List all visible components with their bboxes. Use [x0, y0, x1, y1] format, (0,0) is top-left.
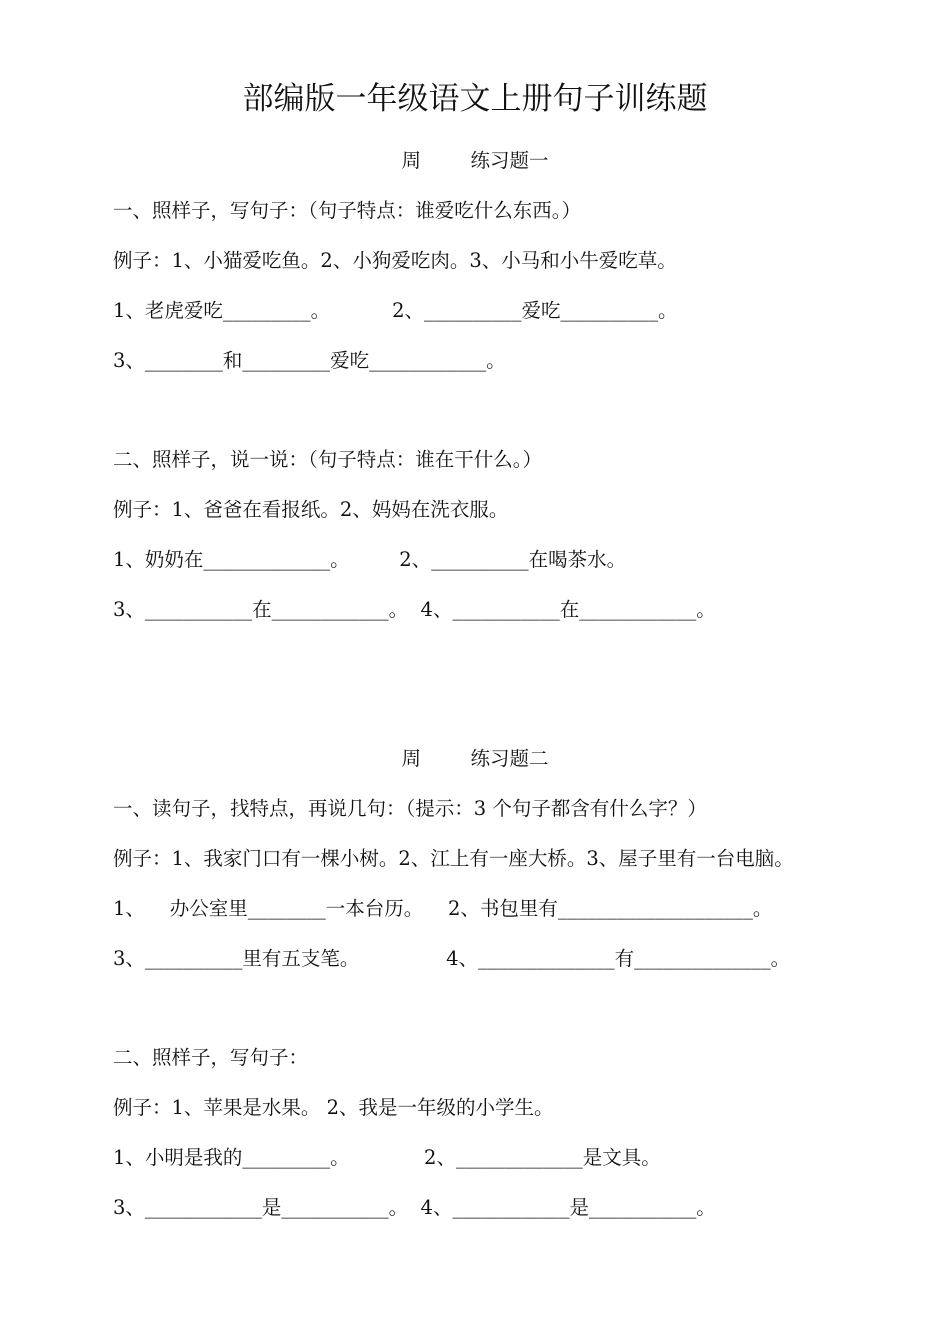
exercise-1-q1-line-2: 3、________和_________爱吃____________。 — [113, 349, 506, 372]
exercise-2-heading: 周 练习题二 — [401, 747, 549, 770]
exercise-1-q2-instruction: 二、照样子，说一说：（句子特点：谁在干什么。） — [113, 448, 543, 471]
exercise-2-q2-instruction: 二、照样子，写句子： — [113, 1046, 309, 1069]
exercise-1-q2-line-2: 3、___________在____________。 4、___________在____________。 — [113, 598, 716, 621]
exercise-2-q1-instruction: 一、读句子，找特点，再说几句：（提示：3 个句子都含有什么字？） — [113, 797, 707, 820]
exercise-2-q2-line-2: 3、____________是___________。 4、____________是___________。 — [113, 1196, 716, 1219]
exercise-2-q2-line-1: 1、小明是我的_________。 2、_____________是文具。 — [113, 1146, 661, 1169]
exercise-2-q1-line-1: 1、 办公室里________一本台历。 2、书包里有____________________。 — [113, 897, 773, 920]
exercise-2-q1-example: 例子：1、我家门口有一棵小树。2、江上有一座大桥。3、屋子里有一台电脑。 — [113, 847, 794, 870]
exercise-2-q2-example: 例子：1、苹果是水果。 2、我是一年级的小学生。 — [113, 1096, 554, 1119]
exercise-1-q1-instruction: 一、照样子，写句子：（句子特点：谁爱吃什么东西。） — [113, 199, 582, 222]
exercise-1-q1-line-1: 1、老虎爱吃_________。 2、__________爱吃__________。 — [113, 299, 678, 322]
exercise-1-heading: 周 练习题一 — [401, 149, 549, 172]
page-title: 部编版一年级语文上册句子训练题 — [242, 81, 708, 117]
exercise-2-q1-line-2: 3、__________里有五支笔。 4、______________有______________。 — [113, 947, 791, 970]
exercise-1-q2-line-1: 1、奶奶在_____________。 2、__________在喝茶水。 — [113, 548, 627, 571]
exercise-1-q2-example: 例子：1、爸爸在看报纸。2、妈妈在洗衣服。 — [113, 498, 509, 521]
exercise-1-q1-example: 例子：1、小猫爱吃鱼。2、小狗爱吃肉。3、小马和小牛爱吃草。 — [113, 249, 677, 272]
